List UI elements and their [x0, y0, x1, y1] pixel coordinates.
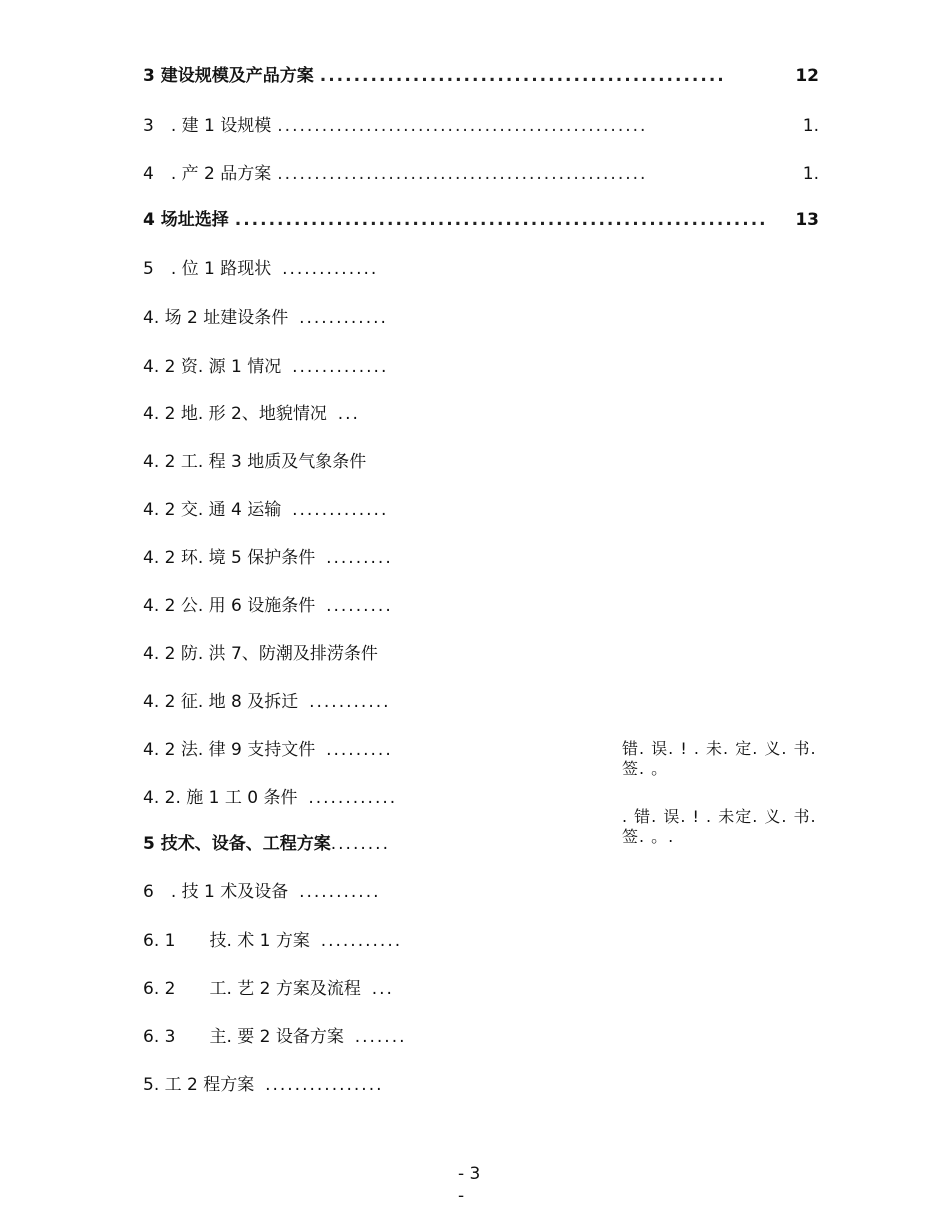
toc-entry[interactable] — [143, 306, 388, 330]
toc-entry[interactable] — [143, 1025, 407, 1049]
toc-leader: ........... — [299, 882, 381, 902]
toc-entry-label: 4. 2 环. 境 5 保护条件 — [143, 548, 316, 568]
toc-entry[interactable] — [143, 738, 393, 762]
toc-leader: .................................................. — [277, 116, 648, 136]
toc-leader: ............. — [292, 500, 389, 520]
toc-entry-label: 5 技术、设备、工程方案 — [143, 834, 331, 854]
toc-leader: ................ — [265, 1075, 384, 1095]
toc-entry[interactable] — [143, 257, 378, 281]
bookmark-error-note — [622, 739, 822, 779]
toc-entry-label: 4. 2 法. 律 9 支持文件 — [143, 740, 316, 760]
toc-leader: ............ — [308, 788, 398, 808]
toc-entry[interactable] — [143, 690, 391, 714]
toc-page-number: 1. — [802, 164, 819, 184]
toc-page-number: 13 — [795, 210, 819, 230]
toc-entry[interactable] — [143, 832, 390, 856]
toc-page-number: 12 — [795, 66, 819, 86]
note-line: . 错. 误. ! . 未定. 义. 书. — [622, 807, 817, 826]
toc-entry-label: 4. 2 防. 洪 7、防潮及排涝条件 — [143, 644, 378, 664]
note-line: 签. 。. — [622, 827, 675, 846]
toc-entry-label: 5 . 位 1 路现状 — [143, 259, 272, 279]
toc-entry[interactable] — [143, 1073, 384, 1097]
toc-entry-3-1[interactable] — [143, 114, 819, 138]
toc-entry[interactable] — [143, 594, 393, 618]
toc-leader: ........... — [309, 692, 391, 712]
note-line: 签. 。 — [622, 759, 669, 778]
toc-leader: ......... — [326, 548, 393, 568]
page-number: - 3 — [458, 1164, 481, 1184]
toc-entry-label: 6. 2 工. 艺 2 方案及流程 — [143, 979, 361, 999]
toc-leader: .................................................. — [277, 164, 648, 184]
toc-leader: ............. — [282, 259, 379, 279]
toc-entry-3[interactable] — [143, 64, 819, 88]
toc-entry-label: 3 建设规模及产品方案 — [143, 66, 314, 86]
toc-entry-label: 6. 1 技. 术 1 方案 — [143, 931, 310, 951]
toc-entry-label: 6 . 技 1 术及设备 — [143, 882, 289, 902]
toc-entry[interactable] — [143, 786, 397, 810]
toc-entry[interactable] — [143, 498, 388, 522]
toc-entry-label: 3 . 建 1 设规模 — [143, 116, 272, 136]
toc-leader: ............. — [292, 357, 389, 377]
toc-entry-label: 4. 2 工. 程 3 地质及气象条件 — [143, 452, 367, 472]
toc-entry-label: 4. 2 地. 形 2、地貌情况 — [143, 404, 327, 424]
toc-leader: ... — [371, 979, 394, 999]
toc-leader: ....... — [354, 1027, 407, 1047]
toc-entry[interactable] — [143, 880, 381, 904]
toc-leader: ............................................................... — [234, 210, 768, 230]
toc-entry-label: 4. 2 交. 通 4 运输 — [143, 500, 282, 520]
toc-entry-label: 5. 工 2 程方案 — [143, 1075, 255, 1095]
toc-entry-label: 4. 2 资. 源 1 情况 — [143, 357, 282, 377]
note-line: 错. 误. ! . 未. 定. 义. 书. — [622, 739, 817, 758]
toc-entry-label: 4 场址选择 — [143, 210, 229, 230]
toc-leader: ................................................ — [319, 66, 726, 86]
toc-entry[interactable] — [143, 450, 366, 474]
toc-entry-label: 4. 2 公. 用 6 设施条件 — [143, 596, 316, 616]
toc-entry[interactable] — [143, 642, 378, 666]
toc-leader: ............ — [299, 308, 388, 328]
toc-leader: ........ — [330, 834, 390, 854]
toc-entry-label: 4. 2. 施 1 工 0 条件 — [143, 788, 298, 808]
toc-page-number: 1. — [802, 116, 819, 136]
toc-entry-label: 4. 场 2 址建设条件 — [143, 308, 289, 328]
toc-leader: ........... — [320, 931, 403, 951]
toc-entry-label: 6. 3 主. 要 2 设备方案 — [143, 1027, 344, 1047]
toc-leader: ......... — [326, 596, 393, 616]
toc-leader: ......... — [326, 740, 393, 760]
bookmark-error-note — [622, 807, 822, 847]
toc-entry[interactable] — [143, 355, 388, 379]
toc-entry-label: 4 . 产 2 品方案 — [143, 164, 272, 184]
toc-entry[interactable] — [143, 402, 360, 426]
toc-entry-label: 4. 2 征. 地 8 及拆迁 — [143, 692, 299, 712]
toc-entry[interactable] — [143, 546, 393, 570]
page-number-dash: - — [458, 1186, 465, 1206]
toc-entry[interactable] — [143, 977, 394, 1001]
page-footer — [458, 1163, 480, 1207]
toc-entry-4[interactable] — [143, 208, 819, 232]
toc-entry-3-2[interactable] — [143, 162, 819, 186]
toc-entry[interactable] — [143, 929, 402, 953]
toc-leader: ... — [337, 404, 360, 424]
